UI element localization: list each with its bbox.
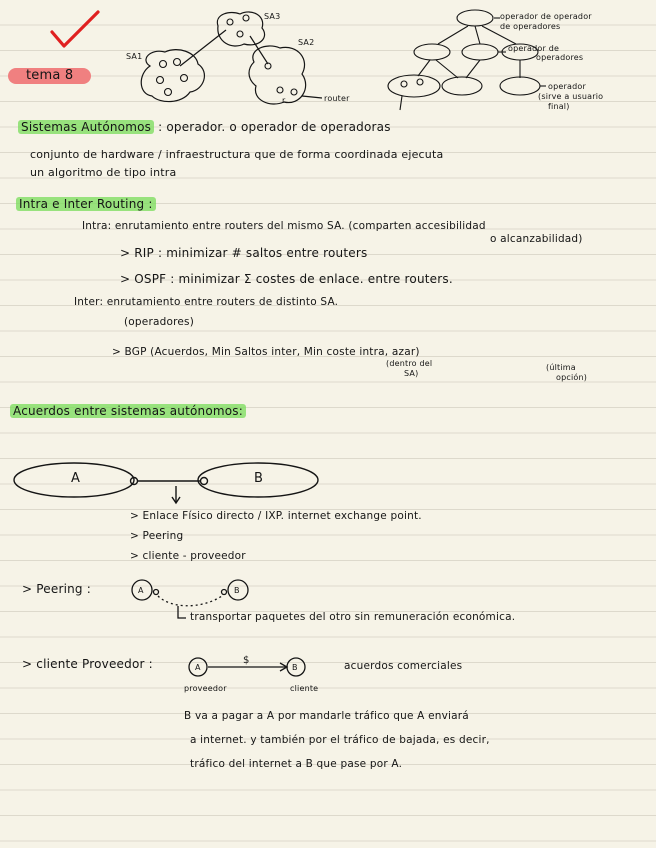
topic-tag: tema 8 (8, 68, 91, 84)
peering-node-b: B (234, 586, 240, 595)
checkmark-icon (52, 12, 98, 46)
label-op-top-b: de operadores (500, 22, 561, 31)
node-a: A (71, 471, 81, 486)
link-type-1: > Enlace Físico directo / IXP. internet exchange point. (130, 510, 422, 522)
ab-link-diagram (14, 463, 318, 503)
intra-line: Intra: enrutamiento entre routers del mismo SA. (comparten accesibilidad (82, 220, 486, 232)
label-op-top: operador de operador (500, 12, 592, 21)
ospf-line: > OSPF : minimizar Σ costes de enlace. entre routers. (120, 272, 453, 286)
label-router: router (324, 94, 350, 103)
bgp-note-2: (última (546, 363, 576, 372)
agreements-heading-line (10, 404, 246, 418)
rip-line: > RIP : minimizar # saltos entre routers (120, 246, 368, 260)
peering-node-a: A (138, 586, 144, 595)
inter-line: Inter: enrutamiento entre routers de distinto SA. (74, 296, 339, 308)
sa-line-1: conjunto de hardware / infraestructura que de forma coordinada ejecuta (30, 148, 444, 161)
label-sa1: SA1 (126, 52, 143, 61)
link-type-2: > Peering (130, 530, 184, 542)
agreements-title: Acuerdos entre sistemas autónomos: (10, 404, 246, 418)
link-type-3: > cliente - proveedor (130, 550, 246, 562)
sa-title: Sistemas Autónomos (18, 120, 154, 134)
label-op-mid: operador de (508, 44, 560, 53)
bgp-line: > BGP (Acuerdos, Min Saltos inter, Min coste intra, azar) (112, 346, 420, 358)
label-op-low-b: (sirve a usuario (538, 92, 604, 101)
sa-network-diagram (141, 12, 322, 104)
cp-node-a: A (195, 663, 201, 672)
cp-provider-caption: proveedor (184, 684, 227, 693)
intra-line-b: o alcanzabilidad) (490, 233, 583, 245)
label-op-low-c: final) (548, 102, 570, 111)
node-b: B (254, 471, 264, 486)
label-sa2: SA2 (298, 38, 315, 47)
sa-heading-line (18, 120, 391, 134)
cp-node-b: B (292, 663, 298, 672)
peering-label: > Peering : (22, 582, 91, 596)
bgp-note-1: (dentro del (386, 359, 433, 368)
label-router-r: r (282, 96, 286, 105)
cp-line-1: B va a pagar a A por mandarle tráfico que A enviará (184, 710, 469, 722)
routing-heading-line (16, 197, 156, 211)
cp-money: $ (243, 655, 250, 666)
bgp-note-2b: opción) (556, 373, 588, 382)
label-sa3: SA3 (264, 12, 281, 21)
routing-title: Intra e Inter Routing : (16, 197, 156, 211)
peering-description: transportar paquetes del otro sin remuneración económica. (190, 611, 516, 623)
cp-line-3: tráfico del internet a B que pase por A. (190, 758, 403, 770)
client-provider-label: > cliente Proveedor : (22, 657, 153, 671)
cp-line-2: a internet. y también por el tráfico de bajada, es decir, (190, 734, 490, 746)
cp-client-caption: cliente (290, 684, 319, 693)
sa-definition: : operador. o operador de operadoras (158, 120, 391, 134)
inter-line-b: (operadores) (124, 316, 194, 328)
label-op-mid-b: operadores (536, 53, 584, 62)
label-op-low: operador (548, 82, 586, 91)
sa-line-2: un algoritmo de tipo intra (30, 166, 177, 179)
bgp-note-1b: SA) (404, 369, 419, 378)
cp-agreement-text: acuerdos comerciales (344, 660, 463, 672)
